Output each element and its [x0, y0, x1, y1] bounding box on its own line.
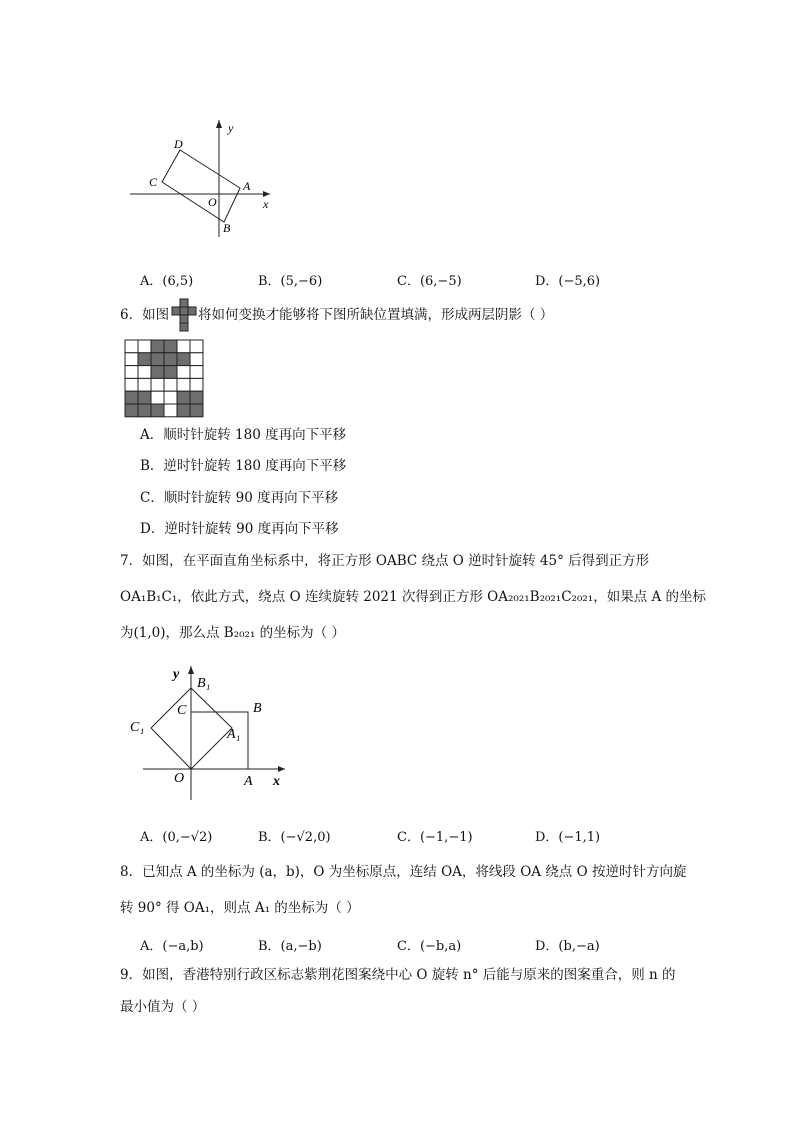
grid-cell: [164, 404, 177, 417]
q5-option-c[interactable]: C．(6,−5): [397, 274, 462, 289]
q6-option-c[interactable]: C．顺时针旋转 90 度再向下平移: [140, 490, 339, 506]
q9-stem-line2: 最小值为（ ）: [120, 999, 206, 1015]
grid-cell: [190, 404, 203, 417]
grid-cell: [190, 366, 203, 379]
y-axis-arrow-icon: [188, 666, 194, 674]
grid-cell: [151, 340, 164, 353]
q6-option-a[interactable]: A．顺时针旋转 180 度再向下平移: [140, 427, 347, 443]
grid-cell: [190, 353, 203, 366]
grid-cell: [164, 391, 177, 404]
label-b1: B₁: [197, 676, 211, 691]
q8-stem-line1: 8．已知点 A 的坐标为 (a，b)，O 为坐标原点，连结 OA，将线段 OA 绕点 O 按逆时针方向旋: [120, 864, 687, 880]
grid-cell: [164, 340, 177, 353]
grid-cell: [177, 340, 190, 353]
grid-cell: [125, 391, 138, 404]
label-b: B: [223, 221, 231, 235]
q8-option-b[interactable]: B．(a,−b): [258, 939, 322, 954]
q7-stem-line1: 7．如图，在平面直角坐标系中，将正方形 OABC 绕点 O 逆时针旋转 45° 后得到正方形: [120, 553, 650, 569]
q5-option-d[interactable]: D．(−5,6): [535, 274, 601, 289]
label-y: y: [173, 667, 180, 682]
label-a1: A₁: [227, 727, 241, 742]
q8-option-c[interactable]: C．(−b,a): [397, 939, 462, 954]
label-b: B: [253, 701, 262, 716]
grid-cell: [151, 404, 164, 417]
grid-cell: [138, 366, 151, 379]
q7-option-c[interactable]: C．(−1,−1): [397, 830, 473, 845]
grid-cell: [125, 353, 138, 366]
x-axis-arrow-icon: [278, 766, 285, 772]
grid-cell: [177, 353, 190, 366]
label-d: D: [174, 137, 183, 151]
q7-option-b[interactable]: B．(−√2,0): [258, 830, 331, 845]
grid-cell: [138, 391, 151, 404]
rectangle-abcd: [162, 150, 240, 222]
grid-cell: [190, 391, 203, 404]
grid-cell: [190, 340, 203, 353]
label-o: O: [174, 771, 185, 786]
q6-stem-prefix: 6．如图: [120, 307, 170, 323]
q6-cross-shape-icon: [171, 298, 197, 334]
grid-cell: [125, 378, 138, 391]
grid-cell: [138, 404, 151, 417]
label-y: y: [228, 121, 234, 135]
q8-stem-line2: 转 90° 得 OA₁，则点 A₁ 的坐标为（ ）: [120, 900, 360, 916]
grid-cell: [151, 378, 164, 391]
q8-option-d[interactable]: D．(b,−a): [535, 939, 600, 954]
y-axis-arrow-icon: [216, 120, 222, 128]
q7-stem-line3: 为(1,0)，那么点 B₂₀₂₁ 的坐标为（ ）: [120, 625, 345, 641]
grid-cell: [125, 340, 138, 353]
label-a: A: [244, 774, 253, 789]
grid-cell: [190, 378, 203, 391]
q8-option-a[interactable]: A．(−a,b): [140, 939, 204, 954]
grid-cell: [125, 366, 138, 379]
grid-cell: [177, 378, 190, 391]
grid-cell: [164, 378, 177, 391]
q7-coordinate-figure: [125, 660, 295, 808]
grid-cell: [164, 353, 177, 366]
grid-cell: [177, 366, 190, 379]
grid-cell: [138, 353, 151, 366]
q6-grid-figure: [124, 339, 206, 418]
label-c1: C₁: [130, 720, 145, 735]
grid-cell: [177, 404, 190, 417]
q6-option-b[interactable]: B．逆时针旋转 180 度再向下平移: [140, 458, 347, 474]
grid-cell: [151, 366, 164, 379]
label-a: A: [243, 179, 251, 193]
q9-stem-line1: 9．如图，香港特别行政区标志紫荆花图案绕中心 O 旋转 n° 后能与原来的图案重合，则 n 的: [120, 967, 676, 983]
label-o: O: [208, 195, 217, 209]
q6-stem-suffix: 将如何变换才能够将下图所缺位置填满，形成两层阴影（ ）: [198, 307, 554, 323]
grid-cell: [125, 404, 138, 417]
grid-cell: [151, 391, 164, 404]
q7-option-a[interactable]: A．(0,−√2): [140, 830, 213, 845]
label-x: x: [273, 774, 280, 789]
q5-option-a[interactable]: A．(6,5): [140, 274, 194, 289]
grid-cell: [177, 391, 190, 404]
label-c: C: [149, 175, 158, 189]
q5-coordinate-figure: [120, 112, 290, 247]
grid-cell: [164, 366, 177, 379]
grid-cell: [151, 353, 164, 366]
q7-stem-line2: OA₁B₁C₁，依此方式，绕点 O 连续旋转 2021 次得到正方形 OA₂₀₂₁B₂₀₂₁C₂₀₂₁，如果点 A 的坐标: [120, 589, 707, 605]
label-c: C: [177, 703, 187, 718]
grid-cell: [138, 340, 151, 353]
q7-option-d[interactable]: D．(−1,1): [535, 830, 601, 845]
q6-option-d[interactable]: D．逆时针旋转 90 度再向下平移: [140, 521, 339, 537]
q5-option-b[interactable]: B．(5,−6): [258, 274, 323, 289]
grid-cell: [138, 378, 151, 391]
label-x: x: [263, 197, 269, 211]
